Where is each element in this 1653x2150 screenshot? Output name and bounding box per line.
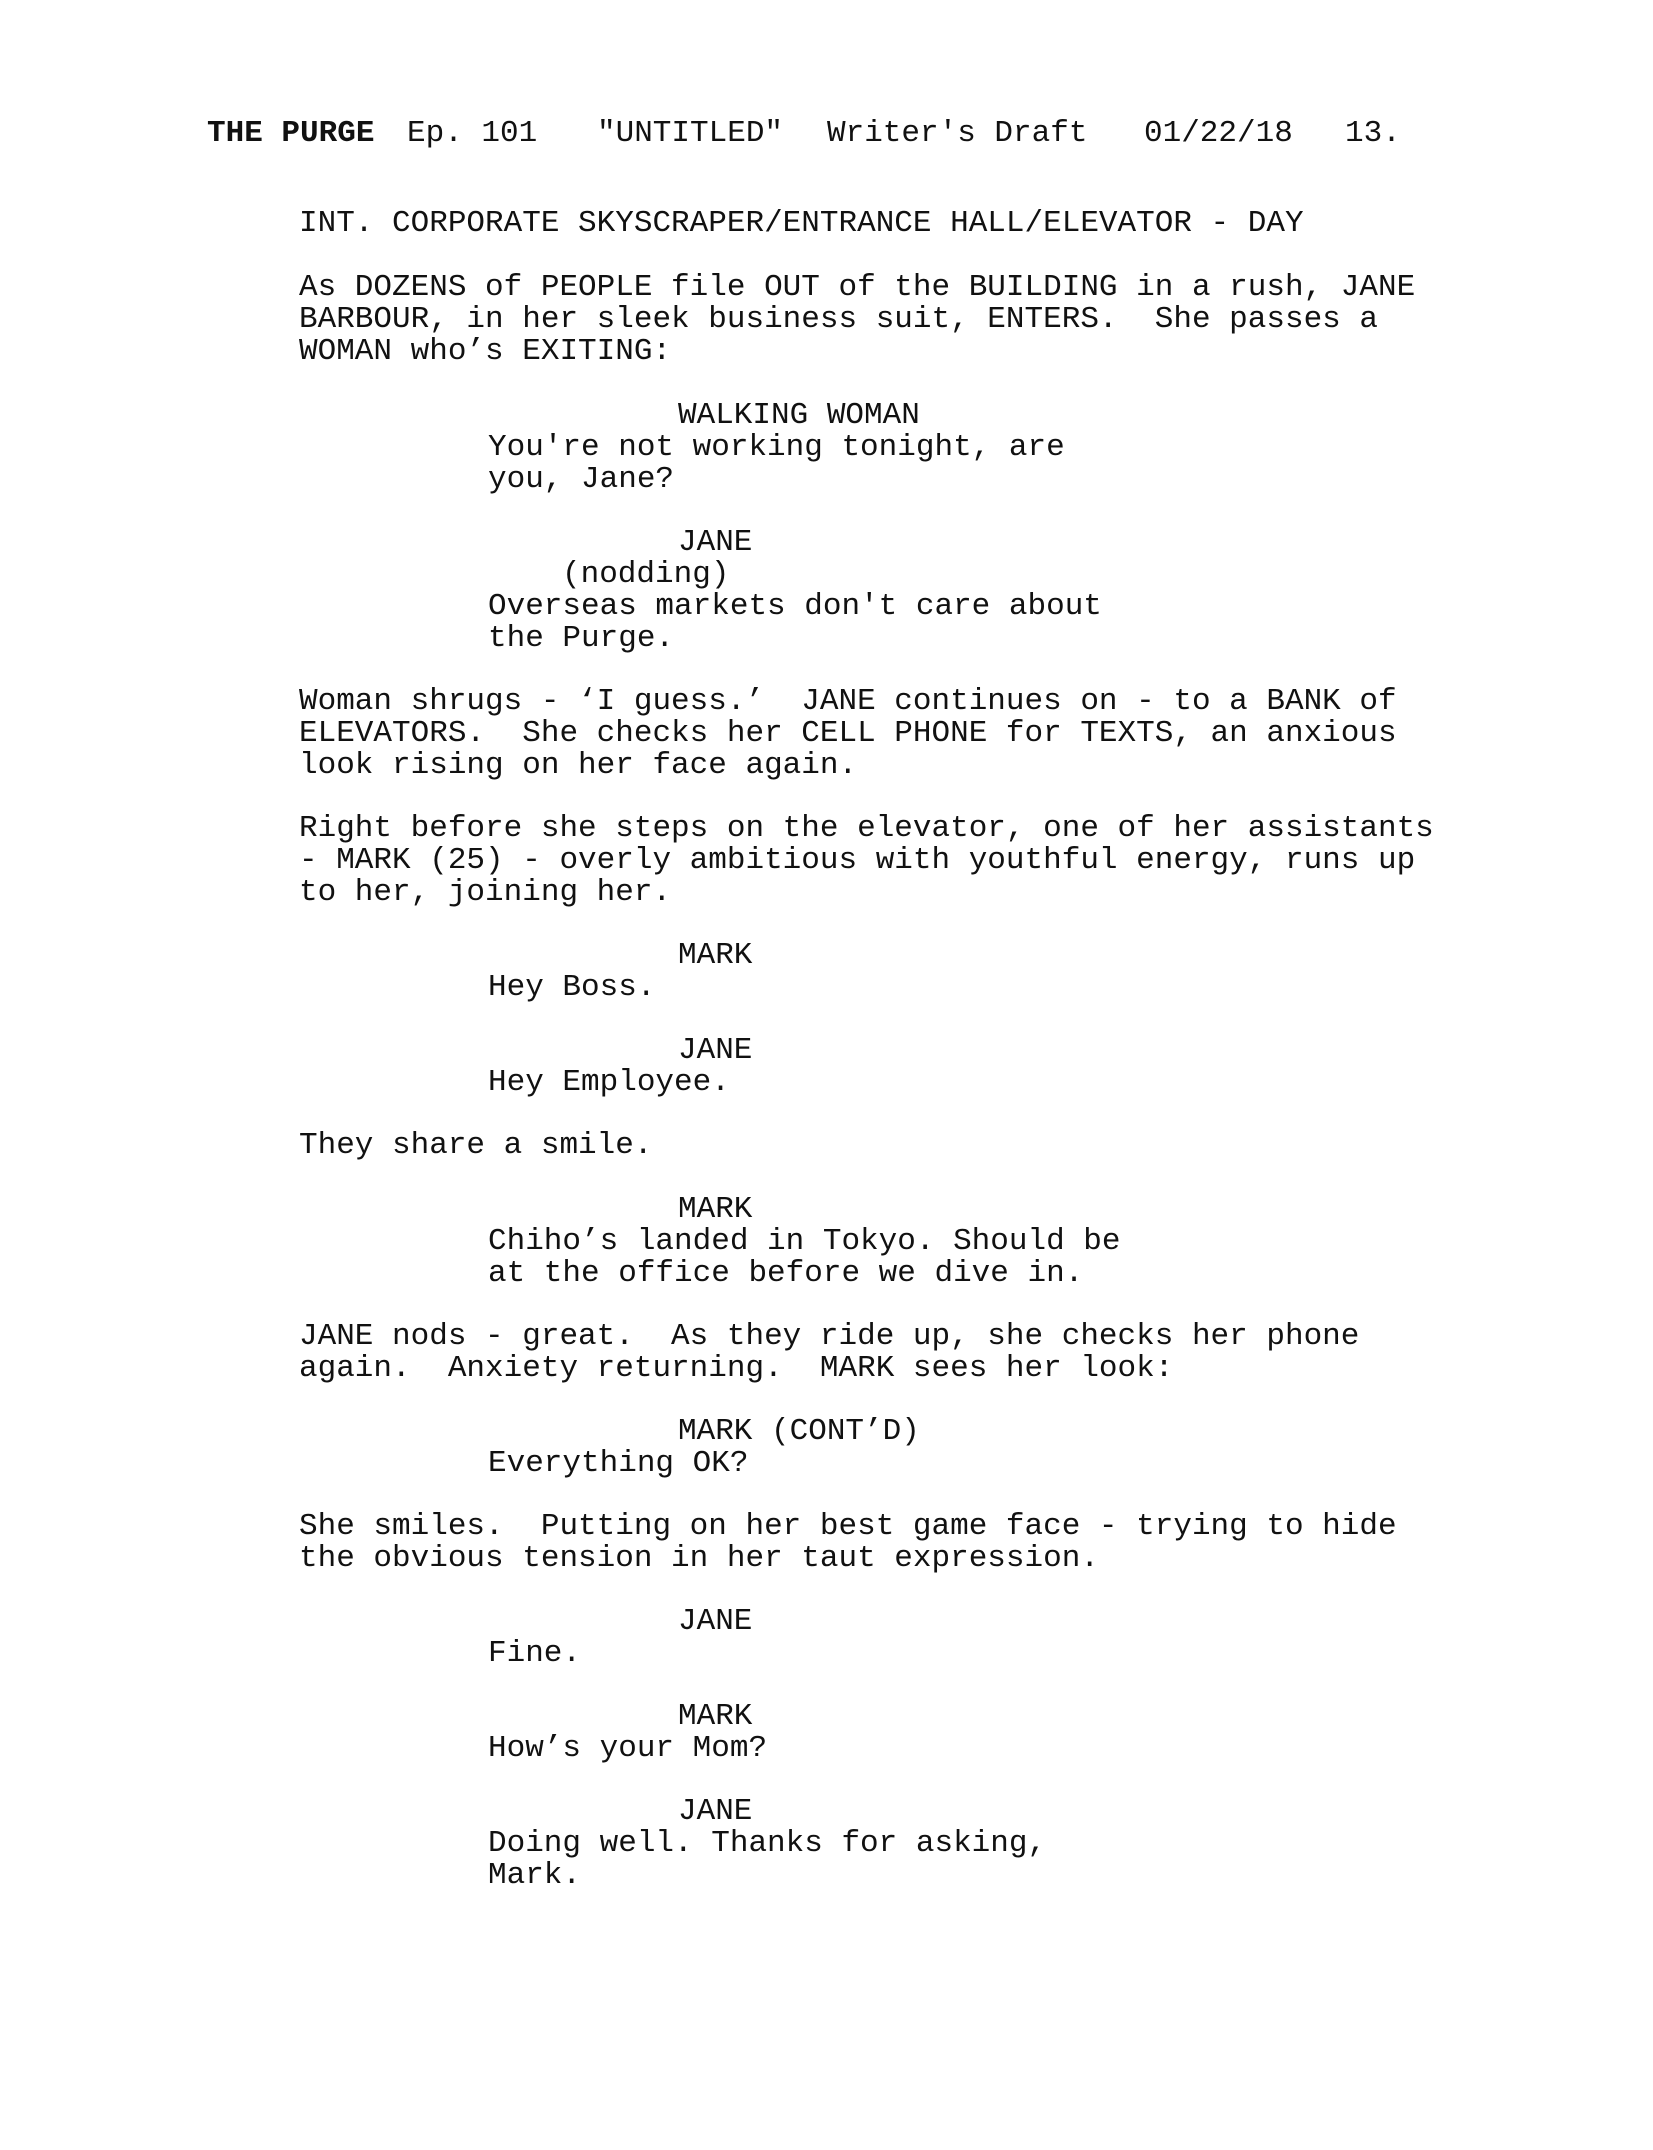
dialogue-line: at the office before we dive in. xyxy=(488,1256,1084,1291)
dialogue-line: Hey Boss. xyxy=(488,970,656,1005)
action-line: ELEVATORS. She checks her CELL PHONE for TEXTS, an anxious xyxy=(299,716,1397,751)
header-episode: Ep. 101 xyxy=(407,116,538,151)
action-line: They share a smile. xyxy=(299,1128,653,1163)
header-draft: Writer's Draft xyxy=(827,116,1088,151)
action-line: again. Anxiety returning. MARK sees her look: xyxy=(299,1351,1174,1386)
dialogue-line: Fine. xyxy=(488,1636,582,1671)
character-cue: JANE xyxy=(678,1604,753,1639)
dialogue-line: you, Jane? xyxy=(488,462,675,497)
dialogue-line: How’s your Mom? xyxy=(488,1731,768,1766)
header-show-title: THE PURGE xyxy=(207,116,375,151)
action-line: Right before she steps on the elevator, one of her assistants xyxy=(299,811,1434,846)
dialogue-line: Doing well. Thanks for asking, xyxy=(488,1826,1047,1861)
parenthetical: (nodding) xyxy=(562,557,730,592)
action-line: As DOZENS of PEOPLE file OUT of the BUILDING in a rush, JANE xyxy=(299,270,1416,305)
character-cue: MARK xyxy=(678,938,753,973)
dialogue-line: Everything OK? xyxy=(488,1446,749,1481)
action-line: She smiles. Putting on her best game face - trying to hide xyxy=(299,1509,1397,1544)
action-line: Woman shrugs - ‘I guess.’ JANE continues on - to a BANK of xyxy=(299,684,1397,719)
dialogue-line: Overseas markets don't care about xyxy=(488,589,1102,624)
character-cue: WALKING WOMAN xyxy=(678,398,920,433)
action-line: look rising on her face again. xyxy=(299,748,858,783)
scene-heading: INT. CORPORATE SKYSCRAPER/ENTRANCE HALL/ELEVATOR - DAY xyxy=(299,206,1304,241)
character-cue: MARK xyxy=(678,1699,753,1734)
character-cue: JANE xyxy=(678,1794,753,1829)
action-line: JANE nods - great. As they ride up, she checks her phone xyxy=(299,1319,1360,1354)
dialogue-line: Mark. xyxy=(488,1858,582,1893)
dialogue-line: Chiho’s landed in Tokyo. Should be xyxy=(488,1224,1121,1259)
character-cue: MARK xyxy=(678,1192,753,1227)
dialogue-line: the Purge. xyxy=(488,621,675,656)
dialogue-line: Hey Employee. xyxy=(488,1065,730,1100)
character-cue: JANE xyxy=(678,1033,753,1068)
header-episode-title: "UNTITLED" xyxy=(597,116,784,151)
action-line: to her, joining her. xyxy=(299,875,672,910)
action-line: WOMAN who’s EXITING: xyxy=(299,334,672,369)
action-line: the obvious tension in her taut expression. xyxy=(299,1541,1099,1576)
dialogue-line: You're not working tonight, are xyxy=(488,430,1065,465)
header-date: 01/22/18 xyxy=(1144,116,1293,151)
character-cue: JANE xyxy=(678,525,753,560)
page-header xyxy=(207,114,1427,154)
action-line: - MARK (25) - overly ambitious with youthful energy, runs up xyxy=(299,843,1416,878)
action-line: BARBOUR, in her sleek business suit, ENTERS. She passes a xyxy=(299,302,1378,337)
character-cue: MARK (CONT’D) xyxy=(678,1414,920,1449)
header-page-number: 13. xyxy=(1345,116,1401,151)
